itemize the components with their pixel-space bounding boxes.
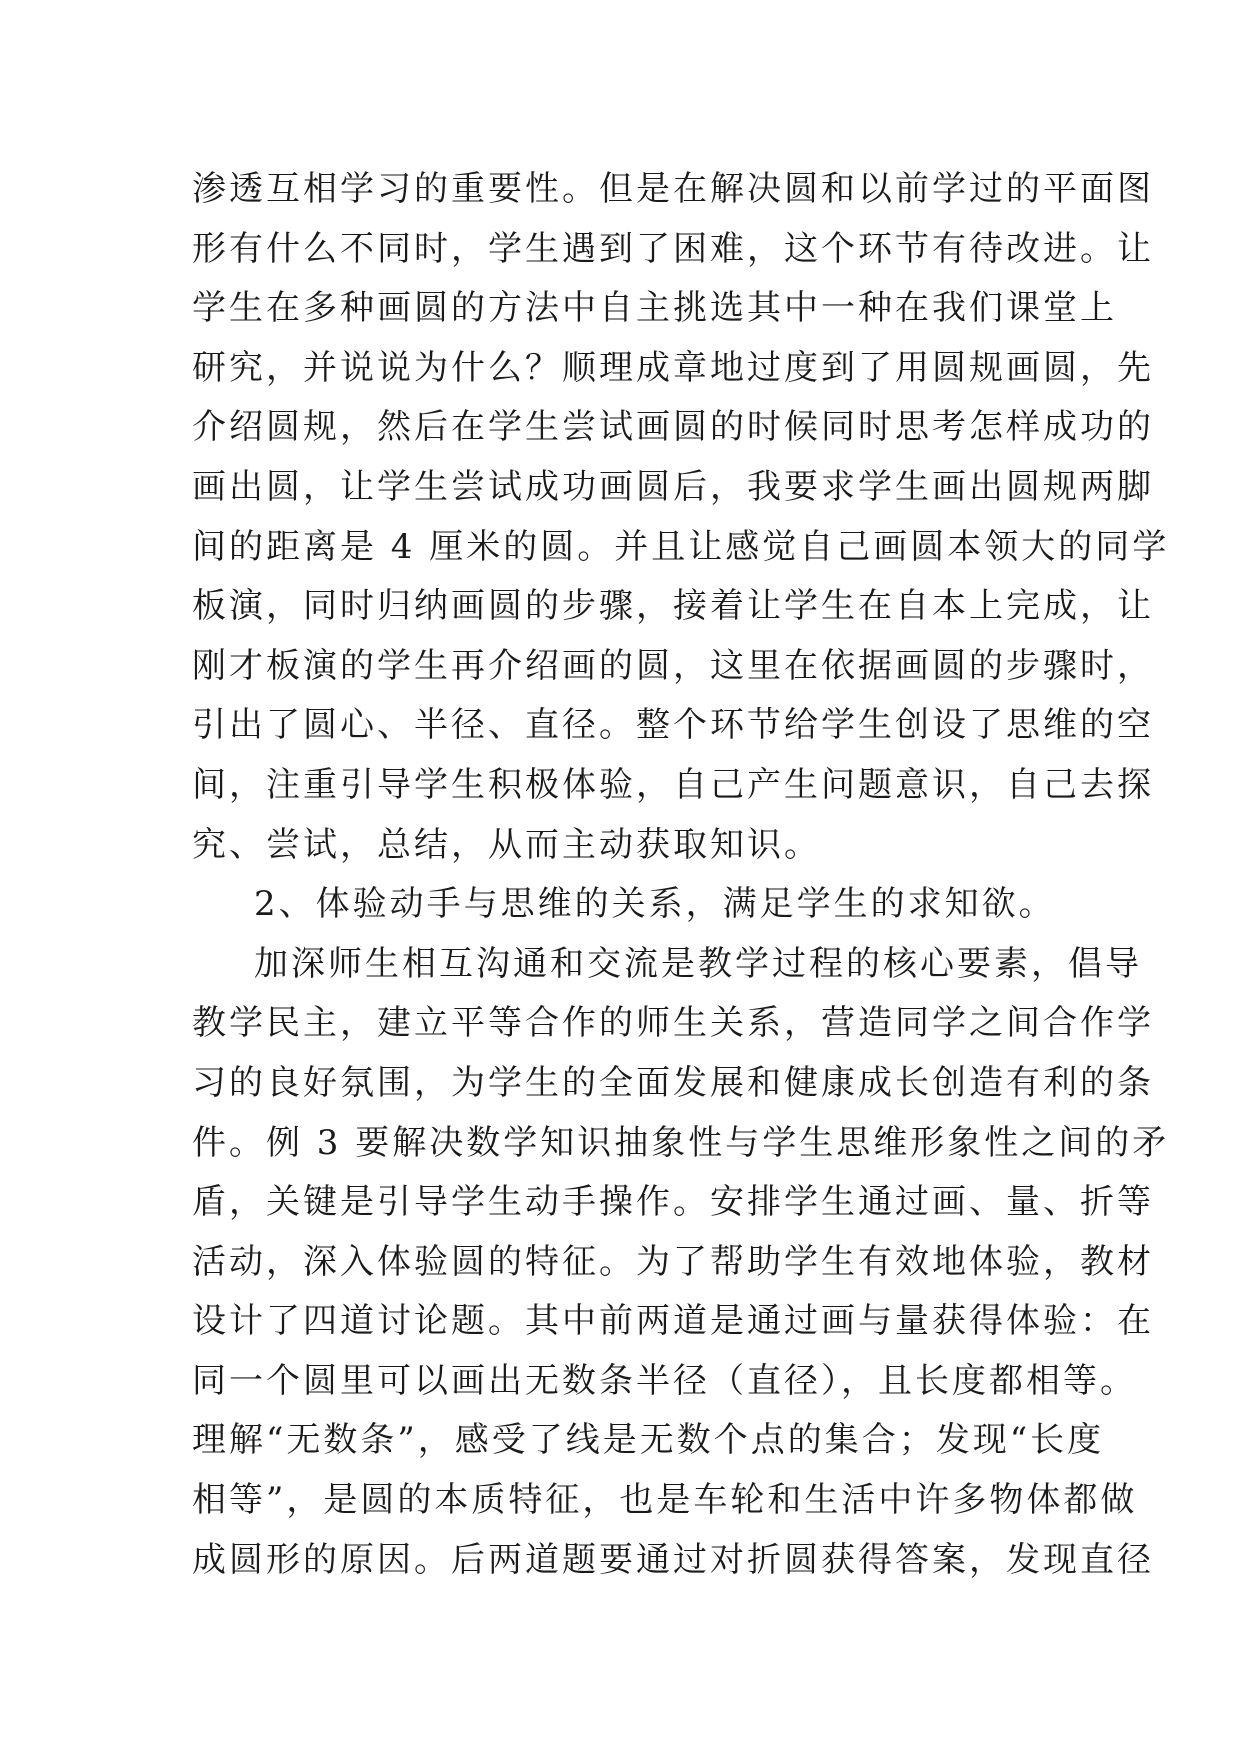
text-line: 介绍圆规，然后在学生尝试画圆的时候同时思考怎样成功的 [192,407,1154,448]
text-line: 究、尝试，总结，从而主动获取知识。 [192,824,821,865]
text-line: 同一个圆里可以画出无数条半径（直径），且长度都相等。 [192,1360,1137,1401]
text-line: 渗透互相学习的重要性。但是在解决圆和以前学过的平面图 [192,169,1154,209]
text-line: 学生在多种画圆的方法中自主挑选其中一种在我们课堂上 [192,288,1117,329]
text-line: 件。例 3 要解决数学知识抽象性与学生思维形象性之间的矛 [192,1122,1170,1163]
text-line: 活动，深入体验圆的特征。为了帮助学生有效地体验，教材 [192,1241,1154,1282]
text-line: 间，注重引导学生积极体验，自己产生问题意识，自己去探 [192,764,1154,805]
body-text [192,160,1170,1590]
text-line: 设计了四道讨论题。其中前两道是通过画与量获得体验：在 [192,1301,1154,1342]
section-heading: 2、体验动手与思维的关系，满足学生的求知欲。 [254,884,1056,925]
text-line: 研究，并说说为什么？顺理成章地过度到了用圆规画圆，先 [192,347,1154,388]
text-line: 习的良好氛围，为学生的全面发展和健康成长创造有利的条 [192,1062,1154,1103]
text-line: 形有什么不同时，学生遇到了困难，这个环节有待改进。让 [192,228,1154,269]
text-line: 成圆形的原因。后两道题要通过对折圆获得答案，发现直径 [192,1539,1154,1580]
paragraph-start: 加深师生相互沟通和交流是教学过程的核心要素，倡导 [254,943,1142,984]
text-line: 板演，同时归纳画圆的步骤，接着让学生在自本上完成，让 [192,586,1154,627]
text-line: 刚才板演的学生再介绍画的圆，这里在依据画圆的步骤时， [192,645,1154,686]
text-line: 盾，关键是引导学生动手操作。安排学生通过画、量、折等 [192,1182,1154,1223]
text-line: 教学民主，建立平等合作的师生关系，营造同学之间合作学 [192,1003,1154,1044]
text-line: 画出圆，让学生尝试成功画圆后，我要求学生画出圆规两脚 [192,466,1154,507]
text-line: 间的距离是 4 厘米的圆。并且让感觉自己画圆本领大的同学 [192,526,1170,567]
text-line: 相等”，是圆的本质特征，也是车轮和生活中许多物体都做 [192,1480,1138,1521]
text-line: 理解“无数条”，感受了线是无数个点的集合；发现“长度 [192,1420,1105,1461]
text-line: 引出了圆心、半径、直径。整个环节给学生创设了思维的空 [192,705,1154,746]
